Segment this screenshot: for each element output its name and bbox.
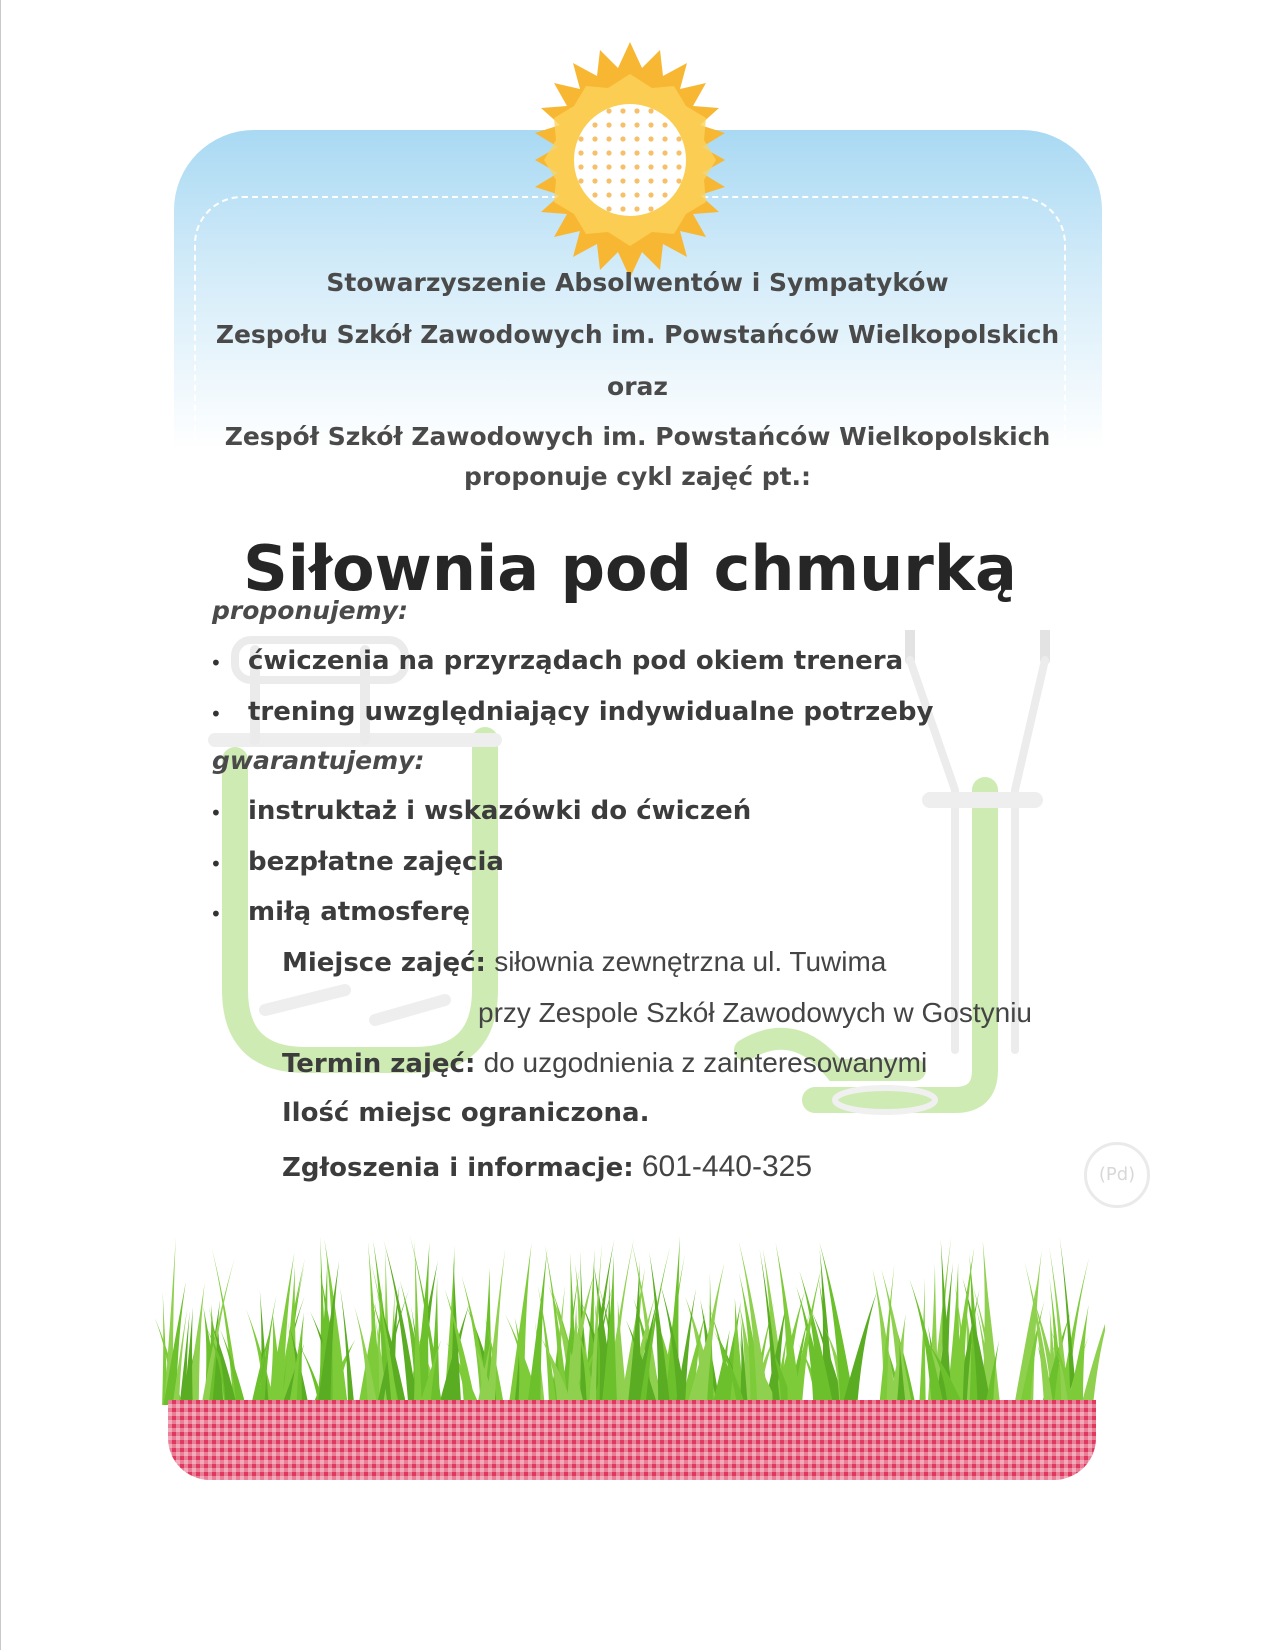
- term-label: Termin zajęć:: [282, 1049, 476, 1079]
- guarantee-item-text: miłą atmosferę: [248, 897, 471, 927]
- guarantee-item-text: instruktaż i wskazówki do ćwiczeń: [248, 796, 752, 826]
- school-name: Zespołu Szkół Zawodowych im. Powstańców Wielkopolskich: [215, 320, 1060, 349]
- place-value: siłownia zewnętrzna ul. Tuwima: [494, 946, 887, 977]
- bullet-icon: •: [210, 801, 222, 825]
- grass-blade: [414, 1239, 422, 1405]
- watermark-logo-icon: (Pd): [1084, 1142, 1150, 1208]
- offer-item-text: trening uwzględniający indywidualne potrzeby: [248, 697, 934, 727]
- place-row: [282, 946, 886, 978]
- place-label: Miejsce zajęć:: [282, 948, 486, 978]
- grass-blade: [1081, 1298, 1105, 1405]
- contact-row: [282, 1150, 812, 1184]
- term-value: do uzgodnienia z zainteresowanymi: [483, 1047, 928, 1078]
- poster-title: Siłownia pod chmurką: [243, 532, 1017, 605]
- gingham-border: [168, 1400, 1096, 1480]
- bullet-icon: •: [210, 651, 222, 675]
- bullet-icon: •: [210, 902, 222, 926]
- limited-places-text: Ilość miejsc ograniczona.: [282, 1098, 650, 1128]
- offer-heading: proponujemy:: [212, 596, 408, 625]
- school-name-second: Zespół Szkół Zawodowych im. Powstańców Wielkopolskich: [224, 422, 1051, 451]
- place-value-continued: przy Zespole Szkół Zawodowych w Gostyniu: [478, 997, 1032, 1028]
- place-row-continued: [478, 997, 1032, 1029]
- contact-label: Zgłoszenia i informacje:: [282, 1153, 634, 1183]
- contact-phone: 601-440-325: [641, 1150, 813, 1183]
- page-edge: [0, 0, 1, 1650]
- bullet-icon: •: [210, 702, 222, 726]
- sun-icon: [510, 40, 750, 280]
- limited-places-row: [282, 1098, 649, 1128]
- term-row: [282, 1047, 927, 1079]
- organization-name: Stowarzyszenie Absolwentów i Sympatyków: [326, 268, 949, 297]
- guarantee-item-text: bezpłatne zajęcia: [248, 847, 504, 877]
- grass-icon: [155, 1230, 1105, 1405]
- intro-text: proponuje cykl zajęć pt.:: [463, 462, 812, 491]
- offer-item-text: ćwiczenia na przyrządach pod okiem trenera: [248, 646, 904, 676]
- guarantee-heading: gwarantujemy:: [212, 746, 425, 775]
- bullet-icon: •: [210, 852, 222, 876]
- grass-blade: [842, 1291, 877, 1405]
- conjunction-text: oraz: [607, 372, 668, 401]
